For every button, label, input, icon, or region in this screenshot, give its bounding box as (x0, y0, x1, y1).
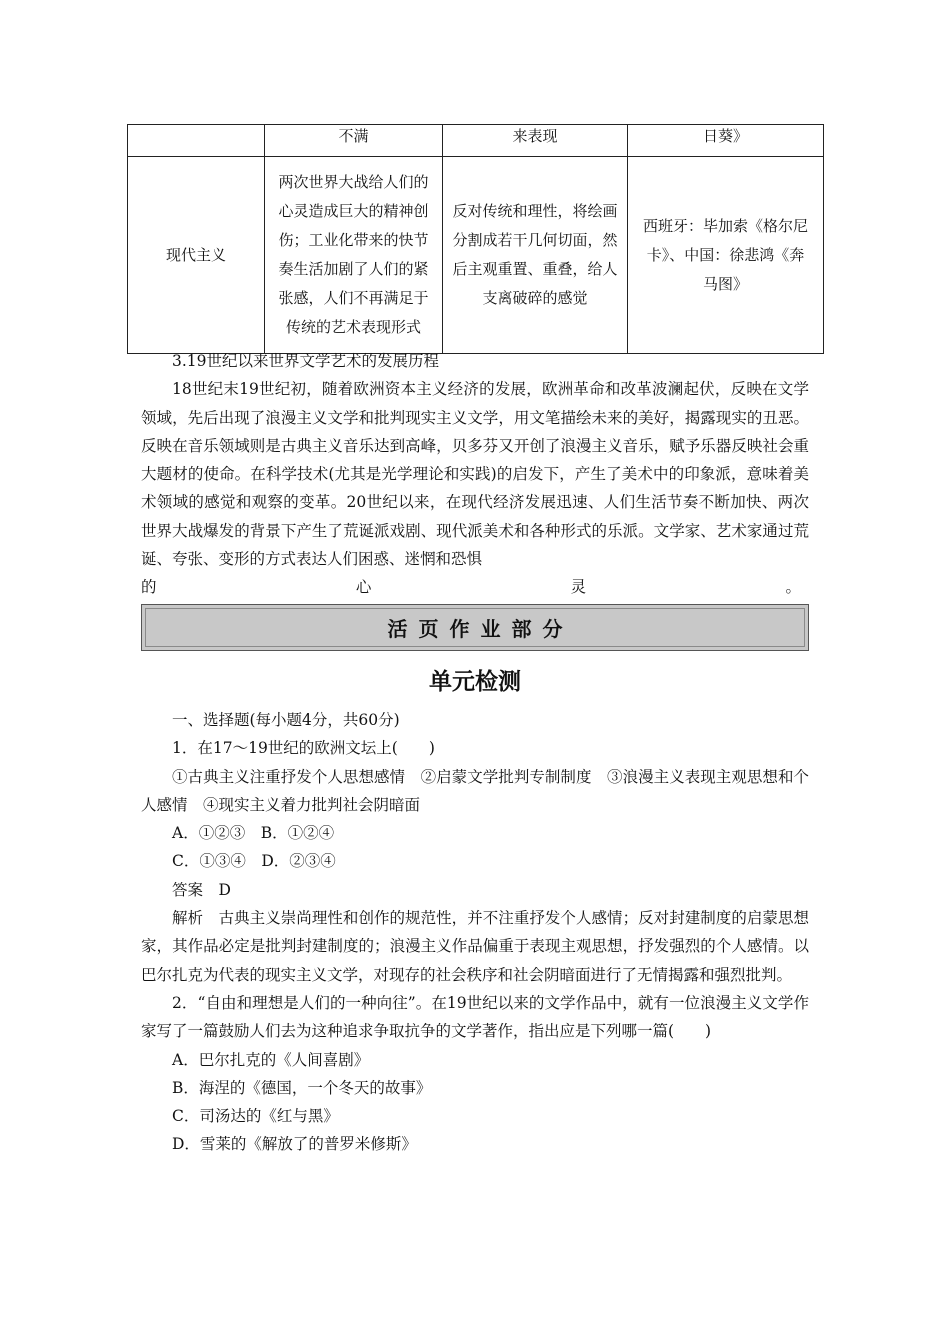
movement-name-cell: 现代主义 (128, 157, 265, 354)
q1-options-ab: A．①②③ B．①②④ (172, 824, 335, 843)
q1-options-cd: C．①③④ D．②③④ (172, 852, 336, 871)
q1-stem: 1．在17～19世纪的欧洲文坛上( ) (172, 739, 435, 758)
q2-option: B．海涅的《德国，一个冬天的故事》 (172, 1078, 432, 1097)
q1-statements: ①古典主义注重抒发个人思想感情 ②启蒙文学批判专制制度 ③浪漫主义表现主观思想和个人感情 ④现实主义着力批判社会阴暗面 (141, 767, 809, 814)
table-cell: 来表现 (443, 125, 628, 157)
works-cell: 西班牙：毕加索《格尔尼卡》、中国：徐悲鸿《奔马图》 (628, 157, 824, 354)
section-3-heading: 3.19世纪以来世界文学艺术的发展历程 (172, 352, 440, 370)
table-cell: 日葵》 (628, 125, 824, 157)
section-3 (141, 347, 809, 602)
table-row (128, 125, 824, 157)
q1-answer: 答案 D (172, 880, 231, 899)
unit-title: 单元检测 (429, 669, 521, 695)
background-cell: 两次世界大战给人们的心灵造成巨大的精神创伤；工业化带来的快节奏生活加剧了人们的紧张感，人们不再满足于传统的艺术表现形式 (265, 157, 443, 354)
last-line-char: 的 (141, 578, 157, 597)
table-cell: 不满 (265, 125, 443, 157)
features-cell: 反对传统和理性，将绘画分割成若干几何切面，然后主观重置、重叠，给人支离破碎的感觉 (443, 157, 628, 354)
table-row (128, 157, 824, 354)
part-heading: 一、选择题(每小题4分，共60分) (172, 711, 400, 729)
questions (141, 706, 809, 1159)
homework-banner (141, 604, 809, 651)
section-3-body: 18世纪末19世纪初，随着欧洲资本主义经济的发展，欧洲革命和改革波澜起伏，反映在文学领域，先后出现了浪漫主义文学和批判现实主义文学，用文笔描绘未来的美好，揭露现实的丑恶。反映在音乐领域则是古典主义音乐达到高峰，贝多芬又开创了浪漫主义音乐，赋予乐器反映社会重大题材的使命。在科学技术(尤其是光学理论和实践)的启发下，产生了美术中的印象派，意味着美术领域的感觉和观察的变革。20世纪以来，在现代经济发展迅速、人们生活节奏不断加快、两次世界大战爆发的背景下产生了荒诞派戏剧、现代派美术和各种形式的乐派。文学家、艺术家通过荒诞、夸张、变形的方式表达人们困惑、迷惘和恐惧 (141, 380, 809, 569)
art-movements-table (127, 124, 824, 354)
q1-analysis: 解析 古典主义崇尚理性和创作的规范性，并不注重抒发个人感情；反对封建制度的启蒙思想家，其作品必定是批判封建制度的；浪漫主义作品偏重于表现主观思想，抒发强烈的个人感情。以巴尔扎克为代表的现实主义文学，对现存的社会秩序和社会阴暗面进行了无情揭露和强烈批判。 (141, 909, 809, 984)
last-line-char: 灵 (570, 578, 587, 597)
table-cell (128, 125, 265, 157)
q2-option: C．司汤达的《红与黑》 (172, 1107, 339, 1126)
last-line-char: 心 (355, 578, 372, 597)
last-line-char: 。 (785, 578, 801, 597)
q2-option: A．巴尔扎克的《人间喜剧》 (172, 1050, 370, 1069)
q2-stem: 2．“自由和理想是人们的一种向往”。在19世纪以来的文学作品中，就有一位浪漫主义文学作家写了一篇鼓励人们去为这种追求争取抗争的文学著作，指出应是下列哪一篇( ) (141, 993, 809, 1041)
section-3-last-line (141, 573, 809, 601)
q2-option: D．雪莱的《解放了的普罗米修斯》 (172, 1135, 417, 1154)
banner-title: 活页作业部分 (387, 617, 574, 641)
